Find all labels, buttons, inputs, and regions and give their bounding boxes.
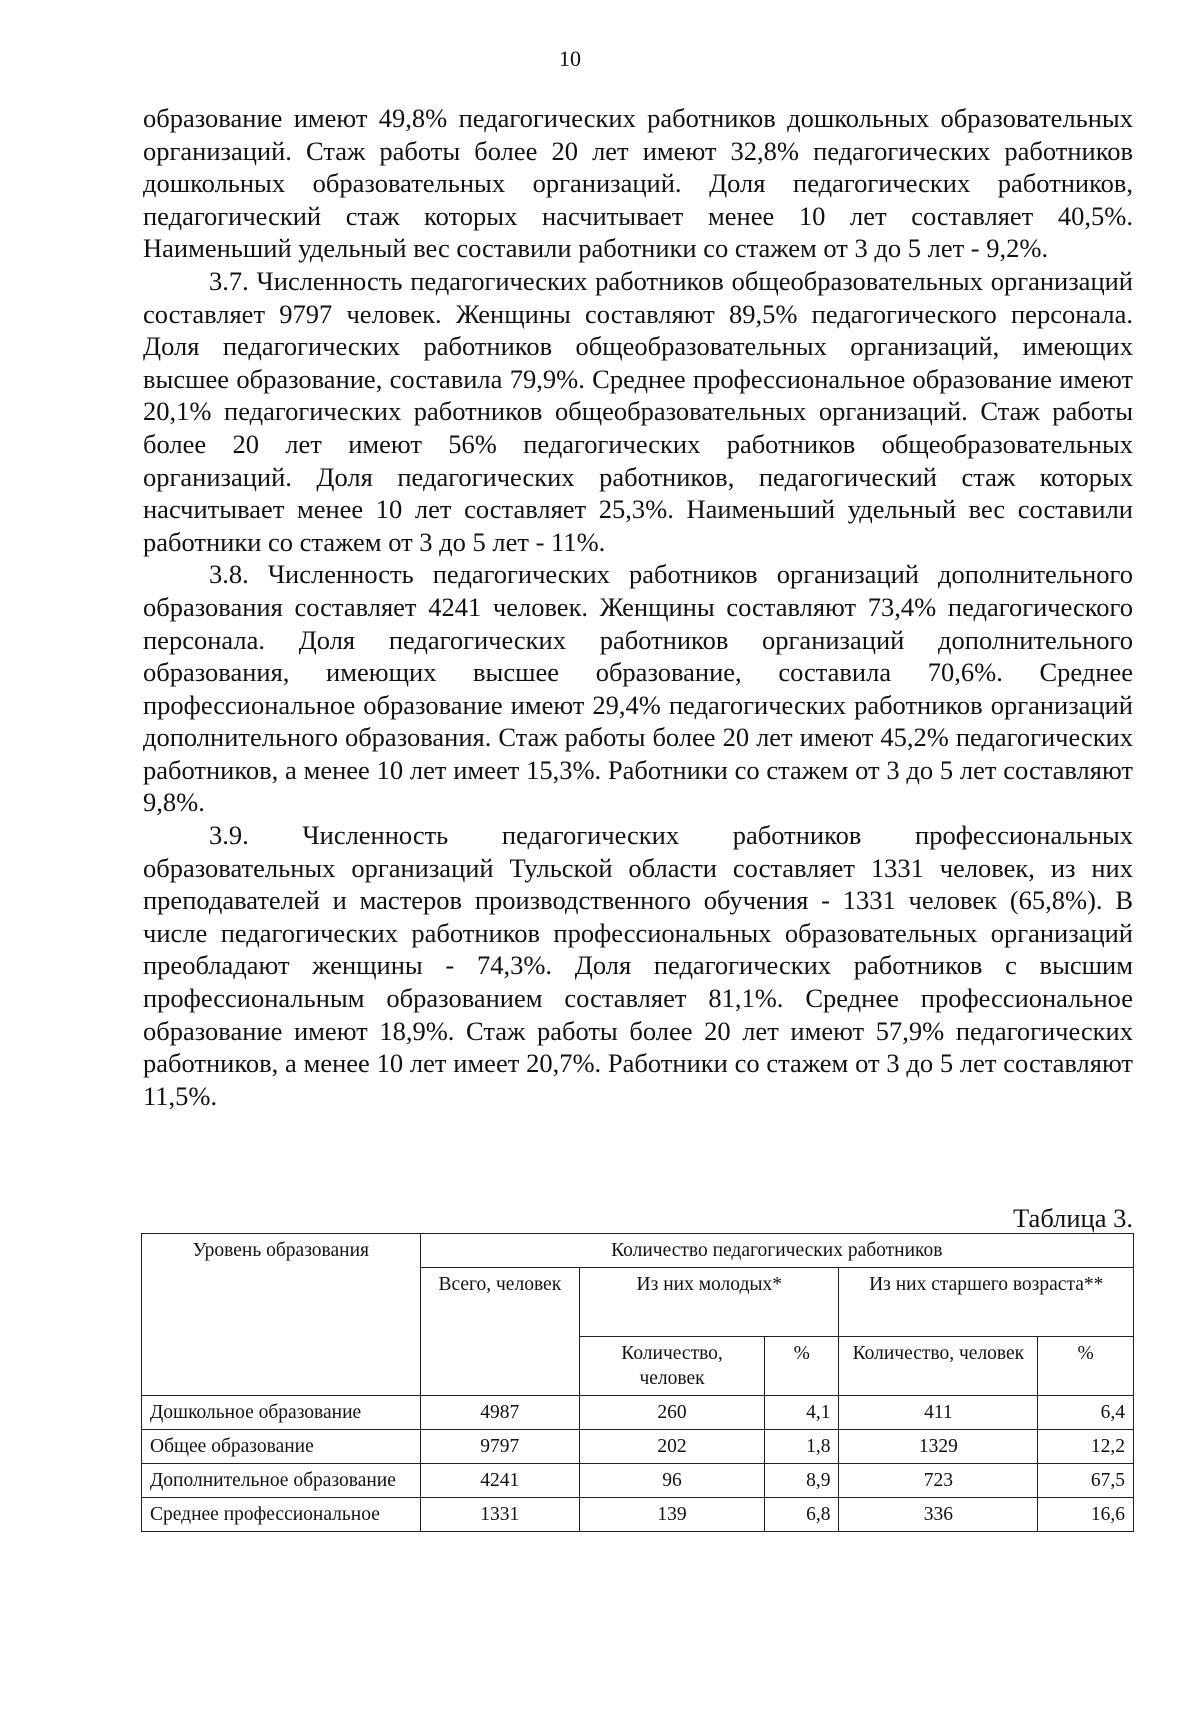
- row-senior-count: 723: [839, 1464, 1038, 1498]
- row-young-pct: 6,8: [765, 1498, 839, 1532]
- header-row-1: [142, 1234, 1134, 1268]
- row-senior-count: 411: [839, 1396, 1038, 1430]
- row-level: Дошкольное образование: [142, 1396, 421, 1430]
- row-senior-pct: 16,6: [1038, 1498, 1134, 1532]
- header-young-count: Количество, человек: [580, 1337, 765, 1396]
- row-senior-pct: 12,2: [1038, 1430, 1134, 1464]
- row-young-count: 202: [580, 1430, 765, 1464]
- table-row: [142, 1396, 1134, 1430]
- table-row: [142, 1430, 1134, 1464]
- row-senior-pct: 67,5: [1038, 1464, 1134, 1498]
- table-row: [142, 1464, 1134, 1498]
- row-young-pct: 8,9: [765, 1464, 839, 1498]
- row-senior-count: 336: [839, 1498, 1038, 1532]
- header-young-pct: %: [765, 1337, 839, 1396]
- row-young-count: 260: [580, 1396, 765, 1430]
- row-young-count: 139: [580, 1498, 765, 1532]
- row-senior-pct: 6,4: [1038, 1396, 1134, 1430]
- header-count-group: Количество педагогических работников: [420, 1234, 1133, 1268]
- row-young-pct: 4,1: [765, 1396, 839, 1430]
- row-total: 4241: [420, 1464, 579, 1498]
- header-young: Из них молодых*: [580, 1268, 839, 1337]
- table-row: [142, 1498, 1134, 1532]
- row-level: Дополнительное образование: [142, 1464, 421, 1498]
- page-number: 10: [559, 46, 581, 71]
- row-total: 9797: [420, 1430, 579, 1464]
- row-young-count: 96: [580, 1464, 765, 1498]
- row-young-pct: 1,8: [765, 1430, 839, 1464]
- header-level: Уровень образования: [142, 1234, 421, 1396]
- header-senior-pct: %: [1038, 1337, 1134, 1396]
- row-total: 1331: [420, 1498, 579, 1532]
- row-senior-count: 1329: [839, 1430, 1038, 1464]
- header-senior: Из них старшего возраста**: [839, 1268, 1134, 1337]
- paragraph-continuation: образование имеют 49,8% педагогических работников дошкольных образовательных организаций. Стаж работы более 20 лет имеют 32,8% педагогических работников дошкольных образовательных организаций. Доля педагогических работников, педагогический стаж которых насчитывает менее 10 лет составляет 40,5%. Наименьший удельный вес составили работники со стажем от 3 до 5 лет - 9,2%.: [143, 103, 1133, 264]
- staff-table: [141, 1233, 1134, 1532]
- paragraph-3-7: 3.7. Численность педагогических работников общеобразовательных организаций составляет 9797 человек. Женщины составляют 89,5% педагогического персонала. Доля педагогических работников общеобразовательных организаций, имеющих высшее образование, составила 79,9%. Среднее профессиональное образование имеют 20,1% педагогических работников общеобразовательных организаций. Стаж работы более 20 лет имеют 56% педагогических работников общеобразовательных организаций. Доля педагогических работников, педагогический стаж которых насчитывает менее 10 лет составляет 25,3%. Наименьший удельный вес составили работники со стажем от 3 до 5 лет - 11%.: [143, 265, 1133, 557]
- body-text: [143, 102, 1133, 1112]
- paragraph-3-9: 3.9. Численность педагогических работников профессиональных образовательных организаций Тульской области составляет 1331 человек, из них преподавателей и мастеров производственного обучения - 1331 человек (65,8%). В числе педагогических работников профессиональных образовательных организаций преобладают женщины - 74,3%. Доля педагогических работников с высшим профессиональным образованием составляет 81,1%. Среднее профессиональное образование имеют 18,9%. Стаж работы более 20 лет имеют 57,9% педагогических работников, а менее 10 лет имеет 20,7%. Работники со стажем от 3 до 5 лет составляют 11,5%.: [143, 820, 1133, 1111]
- table-caption: Таблица 3.: [1013, 1203, 1133, 1233]
- header-total: Всего, человек: [420, 1268, 579, 1396]
- row-total: 4987: [420, 1396, 579, 1430]
- header-senior-count: Количество, человек: [839, 1337, 1038, 1396]
- row-level: Общее образование: [142, 1430, 421, 1464]
- row-level: Среднее профессиональное: [142, 1498, 421, 1532]
- paragraph-3-8: 3.8. Численность педагогических работников организаций дополнительного образования составляет 4241 человек. Женщины составляют 73,4% педагогического персонала. Доля педагогических работников организаций дополнительного образования, имеющих высшее образование, составила 70,6%. Среднее профессиональное образование имеют 29,4% педагогических работников организаций дополнительного образования. Стаж работы более 20 лет имеют 45,2% педагогических работников, а менее 10 лет имеет 15,3%. Работники со стажем от 3 до 5 лет составляют 9,8%.: [143, 559, 1133, 818]
